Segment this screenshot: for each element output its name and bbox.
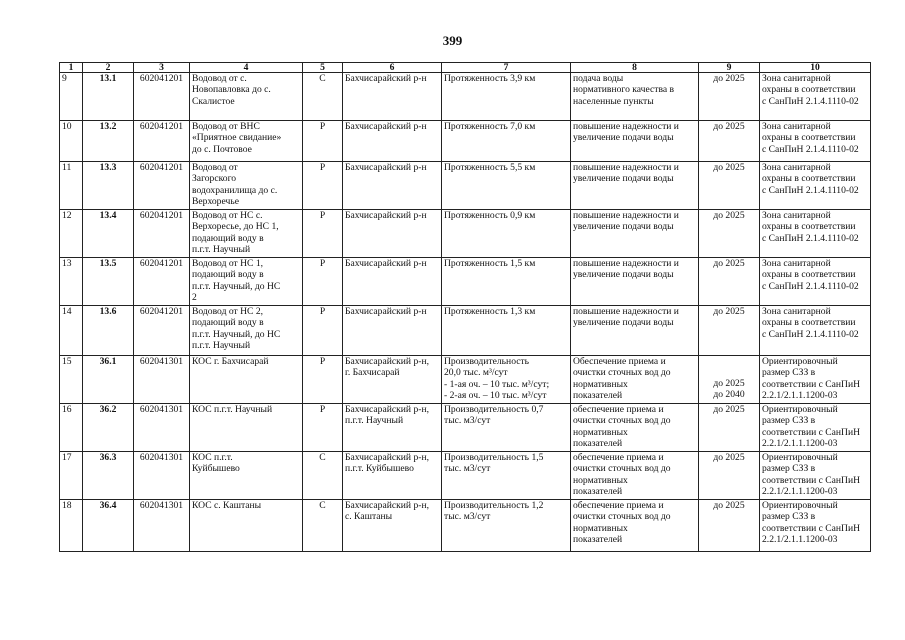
purpose-cell-line: обеспечение приема и [573, 452, 664, 463]
parameters-cell [442, 500, 571, 552]
object-name-cell [190, 500, 303, 552]
object-name-cell-line: п.г.т. Научный [192, 244, 251, 256]
object-name-cell-line: КОС г. Бахчисарай [192, 356, 269, 367]
location-cell [343, 121, 442, 162]
purpose-cell-line: населенные пункты [573, 95, 654, 107]
object-id-cell: 602041201 [134, 121, 190, 162]
parameters-cell [442, 121, 571, 162]
location-cell-line: Бахчисарайский р-н [345, 162, 427, 173]
purpose-cell-line: увеличение подачи воды [573, 269, 674, 281]
note-cell-line: соответствии с СанПиН [762, 522, 861, 534]
location-cell [343, 306, 442, 356]
location-cell-line: п.г.т. Научный [345, 415, 404, 427]
parameters-cell-line: - 2-ая оч. – 10 тыс. м³/сут [444, 390, 547, 402]
object-name-cell-line: «Приятное свидание» [192, 132, 282, 144]
note-cell-line: 2.2.1/2.1.1.1200-03 [762, 390, 838, 402]
item-code-cell: 13.4 [83, 210, 134, 258]
object-name-cell [190, 452, 303, 500]
table-row [60, 356, 871, 404]
purpose-cell-line: увеличение подачи воды [573, 173, 674, 185]
row-number-cell: 9 [60, 73, 83, 121]
note-cell-line: Зона санитарной [762, 162, 831, 173]
parameters-cell [442, 258, 571, 306]
object-name-cell-line: Водовод от НС 2, [192, 306, 264, 317]
object-name-cell [190, 73, 303, 121]
object-name-cell-line: Водовод от НС с. [192, 210, 263, 221]
table-row [60, 258, 871, 306]
parameters-cell-line: Протяженность 3,9 км [444, 73, 536, 84]
note-cell-line: с СанПиН 2.1.4.1110-02 [762, 232, 859, 244]
parameters-cell-line: Производительность 0,7 [444, 404, 544, 415]
parameters-cell-line: - 1-ая оч. – 10 тыс. м³/сут; [444, 378, 550, 390]
object-name-cell-line: КОС п.г.т. [192, 452, 233, 463]
status-cell: Р [303, 306, 343, 356]
purpose-cell [571, 258, 699, 306]
page-number: 399 [442, 33, 463, 48]
term-cell-line: до 2040 [713, 389, 745, 401]
parameters-cell-line: Протяженность 5,5 км [444, 162, 536, 173]
location-cell-line: Бахчисарайский р-н, [345, 500, 429, 511]
parameters-cell [442, 452, 571, 500]
parameters-cell-line: тыс. м3/сут [444, 415, 491, 427]
purpose-cell-line: показателей [573, 534, 623, 546]
parameters-cell [442, 73, 571, 121]
column-header: 7 [442, 63, 571, 73]
note-cell-line: с СанПиН 2.1.4.1110-02 [762, 184, 859, 196]
term-cell [699, 452, 760, 500]
location-cell [343, 73, 442, 121]
status-cell: С [303, 73, 343, 121]
term-cell-line: до 2025 [713, 306, 745, 317]
note-cell-line: Зона санитарной [762, 258, 831, 269]
purpose-cell-line: подача воды [573, 73, 624, 84]
note-cell-line: Ориентировочный [762, 404, 838, 415]
purpose-cell-line: нормативных [573, 522, 628, 534]
note-cell-line: Зона санитарной [762, 121, 831, 132]
term-cell-line: до 2025 [713, 210, 745, 221]
location-cell [343, 258, 442, 306]
purpose-cell [571, 121, 699, 162]
item-code-cell: 36.2 [83, 404, 134, 452]
location-cell-line: п.г.т. Куйбышево [345, 463, 414, 475]
purpose-cell-line: очистки сточных вод до [573, 463, 671, 475]
purpose-cell [571, 73, 699, 121]
purpose-cell-line: увеличение подачи воды [573, 221, 674, 233]
object-name-cell-line: Куйбышево [192, 463, 240, 475]
term-cell [699, 121, 760, 162]
parameters-cell-line: Производительность [444, 356, 530, 367]
note-cell [760, 258, 871, 306]
parameters-cell [442, 356, 571, 404]
object-name-cell-line: до с. Почтовое [192, 143, 252, 155]
table-row [60, 500, 871, 552]
location-cell-line: Бахчисарайский р-н, [345, 404, 429, 415]
note-cell-line: охраны в соответствии [762, 173, 856, 185]
parameters-cell-line: 20,0 тыс. м³/сут [444, 367, 508, 379]
note-cell-line: размер СЗЗ в [762, 367, 816, 379]
location-cell-line: Бахчисарайский р-н [345, 121, 427, 132]
term-cell [699, 404, 760, 452]
object-id-cell: 602041201 [134, 162, 190, 210]
purpose-cell-line: повышение надежности и [573, 306, 679, 317]
column-header: 10 [760, 63, 871, 73]
row-number-cell: 14 [60, 306, 83, 356]
table-body [60, 73, 871, 552]
row-number-cell: 12 [60, 210, 83, 258]
term-cell [699, 162, 760, 210]
term-cell [699, 500, 760, 552]
row-number-cell: 11 [60, 162, 83, 210]
table-row [60, 452, 871, 500]
object-name-cell-line: водохранилища до с. [192, 184, 278, 196]
term-cell-line: до 2025 [713, 162, 745, 173]
column-header: 6 [343, 63, 442, 73]
note-cell-line: Зона санитарной [762, 210, 831, 221]
purpose-cell [571, 500, 699, 552]
purpose-cell-line: показателей [573, 438, 623, 450]
note-cell-line: Ориентировочный [762, 356, 838, 367]
column-header: 4 [190, 63, 303, 73]
object-name-cell-line: Новопавловка до с. [192, 84, 271, 96]
note-cell-line: охраны в соответствии [762, 317, 856, 329]
purpose-cell [571, 356, 699, 404]
purpose-cell [571, 404, 699, 452]
note-cell-line: размер СЗЗ в [762, 463, 816, 475]
column-header: 1 [60, 63, 83, 73]
item-code-cell: 13.6 [83, 306, 134, 356]
purpose-cell-line: повышение надежности и [573, 121, 679, 132]
location-cell-line: Бахчисарайский р-н, [345, 452, 429, 463]
parameters-cell-line: Протяженность 7,0 км [444, 121, 536, 132]
status-cell: Р [303, 121, 343, 162]
table-header-row [60, 63, 871, 73]
note-cell-line: с СанПиН 2.1.4.1110-02 [762, 95, 859, 107]
purpose-cell-line: очистки сточных вод до [573, 415, 671, 427]
item-code-cell: 36.1 [83, 356, 134, 404]
object-id-cell: 602041301 [134, 452, 190, 500]
location-cell-line: Бахчисарайский р-н, [345, 356, 429, 367]
object-name-cell [190, 306, 303, 356]
note-cell-line: 2.2.1/2.1.1.1200-03 [762, 438, 838, 450]
note-cell-line: соответствии с СанПиН [762, 378, 861, 390]
status-cell: Р [303, 404, 343, 452]
note-cell [760, 210, 871, 258]
purpose-cell [571, 306, 699, 356]
item-code-cell: 36.4 [83, 500, 134, 552]
term-cell-line: до 2025 [713, 500, 745, 511]
term-cell [699, 210, 760, 258]
location-cell-line: Бахчисарайский р-н [345, 210, 427, 221]
purpose-cell-line: нормативного качества в [573, 84, 675, 96]
note-cell-line: Ориентировочный [762, 452, 838, 463]
location-cell-line: Бахчисарайский р-н [345, 73, 427, 84]
purpose-cell-line: очистки сточных вод до [573, 367, 671, 379]
parameters-cell-line: Протяженность 1,3 км [444, 306, 536, 317]
object-name-cell-line: п.г.т. Научный [192, 340, 251, 352]
note-cell-line: Ориентировочный [762, 500, 838, 511]
parameters-cell-line: Протяженность 0,9 км [444, 210, 536, 221]
note-cell [760, 121, 871, 162]
item-code-cell: 13.2 [83, 121, 134, 162]
note-cell-line: размер СЗЗ в [762, 511, 816, 523]
status-cell: Р [303, 210, 343, 258]
note-cell [760, 162, 871, 210]
purpose-cell-line: Обеспечение приема и [573, 356, 666, 367]
term-cell [699, 306, 760, 356]
object-name-cell-line: Водовод от [192, 162, 238, 173]
term-cell [699, 73, 760, 121]
column-header: 8 [571, 63, 699, 73]
note-cell-line: 2.2.1/2.1.1.1200-03 [762, 486, 838, 498]
term-cell-line: до 2025 [713, 404, 745, 415]
note-cell-line: Зона санитарной [762, 73, 831, 84]
object-name-cell-line: КОС с. Каштаны [192, 500, 262, 511]
object-name-cell-line: Водовод от НС 1, [192, 258, 264, 269]
status-cell: Р [303, 162, 343, 210]
note-cell-line: размер СЗЗ в [762, 415, 816, 427]
object-name-cell [190, 210, 303, 258]
object-name-cell-line: Водовод от с. [192, 73, 247, 84]
object-id-cell: 602041201 [134, 258, 190, 306]
object-name-cell [190, 162, 303, 210]
cell-spacer [701, 356, 757, 378]
purpose-cell-line: обеспечение приема и [573, 500, 664, 511]
purpose-cell-line: обеспечение приема и [573, 404, 664, 415]
note-cell-line: соответствии с СанПиН [762, 474, 861, 486]
object-name-cell-line: КОС п.г.т. Научный [192, 404, 273, 415]
note-cell-line: соответствии с СанПиН [762, 426, 861, 438]
term-cell-line: до 2025 [713, 73, 745, 84]
note-cell [760, 73, 871, 121]
object-name-cell-line: п.г.т. Научный, до НС [192, 280, 281, 292]
item-code-cell: 36.3 [83, 452, 134, 500]
term-cell-line: до 2025 [713, 452, 745, 463]
table-row [60, 404, 871, 452]
purpose-cell-line: нормативных [573, 474, 628, 486]
purpose-cell [571, 210, 699, 258]
term-cell [699, 258, 760, 306]
term-cell-line: до 2025 [713, 121, 745, 132]
term-cell-line: до 2025 [713, 378, 745, 389]
note-cell [760, 306, 871, 356]
object-id-cell: 602041201 [134, 73, 190, 121]
column-header: 3 [134, 63, 190, 73]
object-name-cell [190, 356, 303, 404]
object-name-cell-line: Верхоресье, до НС 1, [192, 221, 279, 233]
column-header: 5 [303, 63, 343, 73]
note-cell [760, 404, 871, 452]
object-name-cell [190, 121, 303, 162]
location-cell-line: г. Бахчисарай [345, 367, 400, 379]
row-number-cell: 18 [60, 500, 83, 552]
location-cell [343, 404, 442, 452]
table-row [60, 73, 871, 121]
location-cell [343, 500, 442, 552]
parameters-cell [442, 404, 571, 452]
object-name-cell-line: подающий воду в [192, 269, 264, 281]
row-number-cell: 13 [60, 258, 83, 306]
row-number-cell: 17 [60, 452, 83, 500]
location-cell-line: Бахчисарайский р-н [345, 306, 427, 317]
purpose-cell-line: нормативных [573, 378, 628, 390]
object-id-cell: 602041201 [134, 210, 190, 258]
status-cell: С [303, 500, 343, 552]
location-cell [343, 452, 442, 500]
object-name-cell-line: подающий воду в [192, 317, 264, 329]
row-number-cell: 10 [60, 121, 83, 162]
purpose-cell-line: показателей [573, 486, 623, 498]
parameters-cell [442, 210, 571, 258]
object-id-cell: 602041201 [134, 306, 190, 356]
object-name-cell-line: Водовод от ВНС [192, 121, 260, 132]
item-code-cell: 13.5 [83, 258, 134, 306]
purpose-cell-line: повышение надежности и [573, 162, 679, 173]
status-cell: С [303, 452, 343, 500]
purpose-cell-line: повышение надежности и [573, 258, 679, 269]
purpose-cell-line: увеличение подачи воды [573, 317, 674, 329]
term-cell-line: до 2025 [713, 258, 745, 269]
parameters-cell-line: тыс. м3/сут [444, 511, 491, 523]
note-cell [760, 356, 871, 404]
object-name-cell-line: Верхоречье [192, 196, 239, 208]
note-cell [760, 452, 871, 500]
note-cell-line: охраны в соответствии [762, 269, 856, 281]
object-id-cell: 602041301 [134, 500, 190, 552]
parameters-cell [442, 306, 571, 356]
note-cell-line: с СанПиН 2.1.4.1110-02 [762, 328, 859, 340]
object-name-cell [190, 404, 303, 452]
note-cell [760, 500, 871, 552]
note-cell-line: охраны в соответствии [762, 132, 856, 144]
item-code-cell: 13.1 [83, 73, 134, 121]
purpose-cell-line: показателей [573, 390, 623, 402]
location-cell-line: Бахчисарайский р-н [345, 258, 427, 269]
column-header: 9 [699, 63, 760, 73]
note-cell-line: охраны в соответствии [762, 221, 856, 233]
purpose-cell [571, 452, 699, 500]
row-number-cell: 15 [60, 356, 83, 404]
parameters-cell-line: тыс. м3/сут [444, 463, 491, 475]
table-row [60, 210, 871, 258]
purpose-cell-line: увеличение подачи воды [573, 132, 674, 144]
location-cell [343, 210, 442, 258]
object-name-cell-line: Скалистое [192, 95, 235, 107]
row-number-cell: 16 [60, 404, 83, 452]
parameters-cell-line: Производительность 1,2 [444, 500, 544, 511]
object-name-cell-line: п.г.т. Научный, до НС [192, 328, 281, 340]
note-cell-line: с СанПиН 2.1.4.1110-02 [762, 143, 859, 155]
note-cell-line: Зона санитарной [762, 306, 831, 317]
purpose-cell-line: повышение надежности и [573, 210, 679, 221]
status-cell: Р [303, 258, 343, 306]
parameters-cell-line: Протяженность 1,5 км [444, 258, 536, 269]
note-cell-line: охраны в соответствии [762, 84, 856, 96]
object-id-cell: 602041301 [134, 356, 190, 404]
object-id-cell: 602041301 [134, 404, 190, 452]
item-code-cell: 13.3 [83, 162, 134, 210]
status-cell: Р [303, 356, 343, 404]
object-name-cell-line: Загорского [192, 173, 237, 185]
table-row [60, 121, 871, 162]
table-row [60, 162, 871, 210]
object-name-cell [190, 258, 303, 306]
parameters-cell [442, 162, 571, 210]
object-name-cell-line: подающий воду в [192, 232, 264, 244]
term-cell [699, 356, 760, 404]
purpose-cell [571, 162, 699, 210]
parameters-cell-line: Производительность 1,5 [444, 452, 544, 463]
purpose-cell-line: очистки сточных вод до [573, 511, 671, 523]
column-header: 2 [83, 63, 134, 73]
note-cell-line: с СанПиН 2.1.4.1110-02 [762, 280, 859, 292]
data-table [59, 62, 871, 552]
table-row [60, 306, 871, 356]
location-cell-line: с. Каштаны [345, 511, 393, 523]
location-cell [343, 356, 442, 404]
object-name-cell-line: 2 [192, 292, 197, 304]
note-cell-line: 2.2.1/2.1.1.1200-03 [762, 534, 838, 546]
purpose-cell-line: нормативных [573, 426, 628, 438]
location-cell [343, 162, 442, 210]
